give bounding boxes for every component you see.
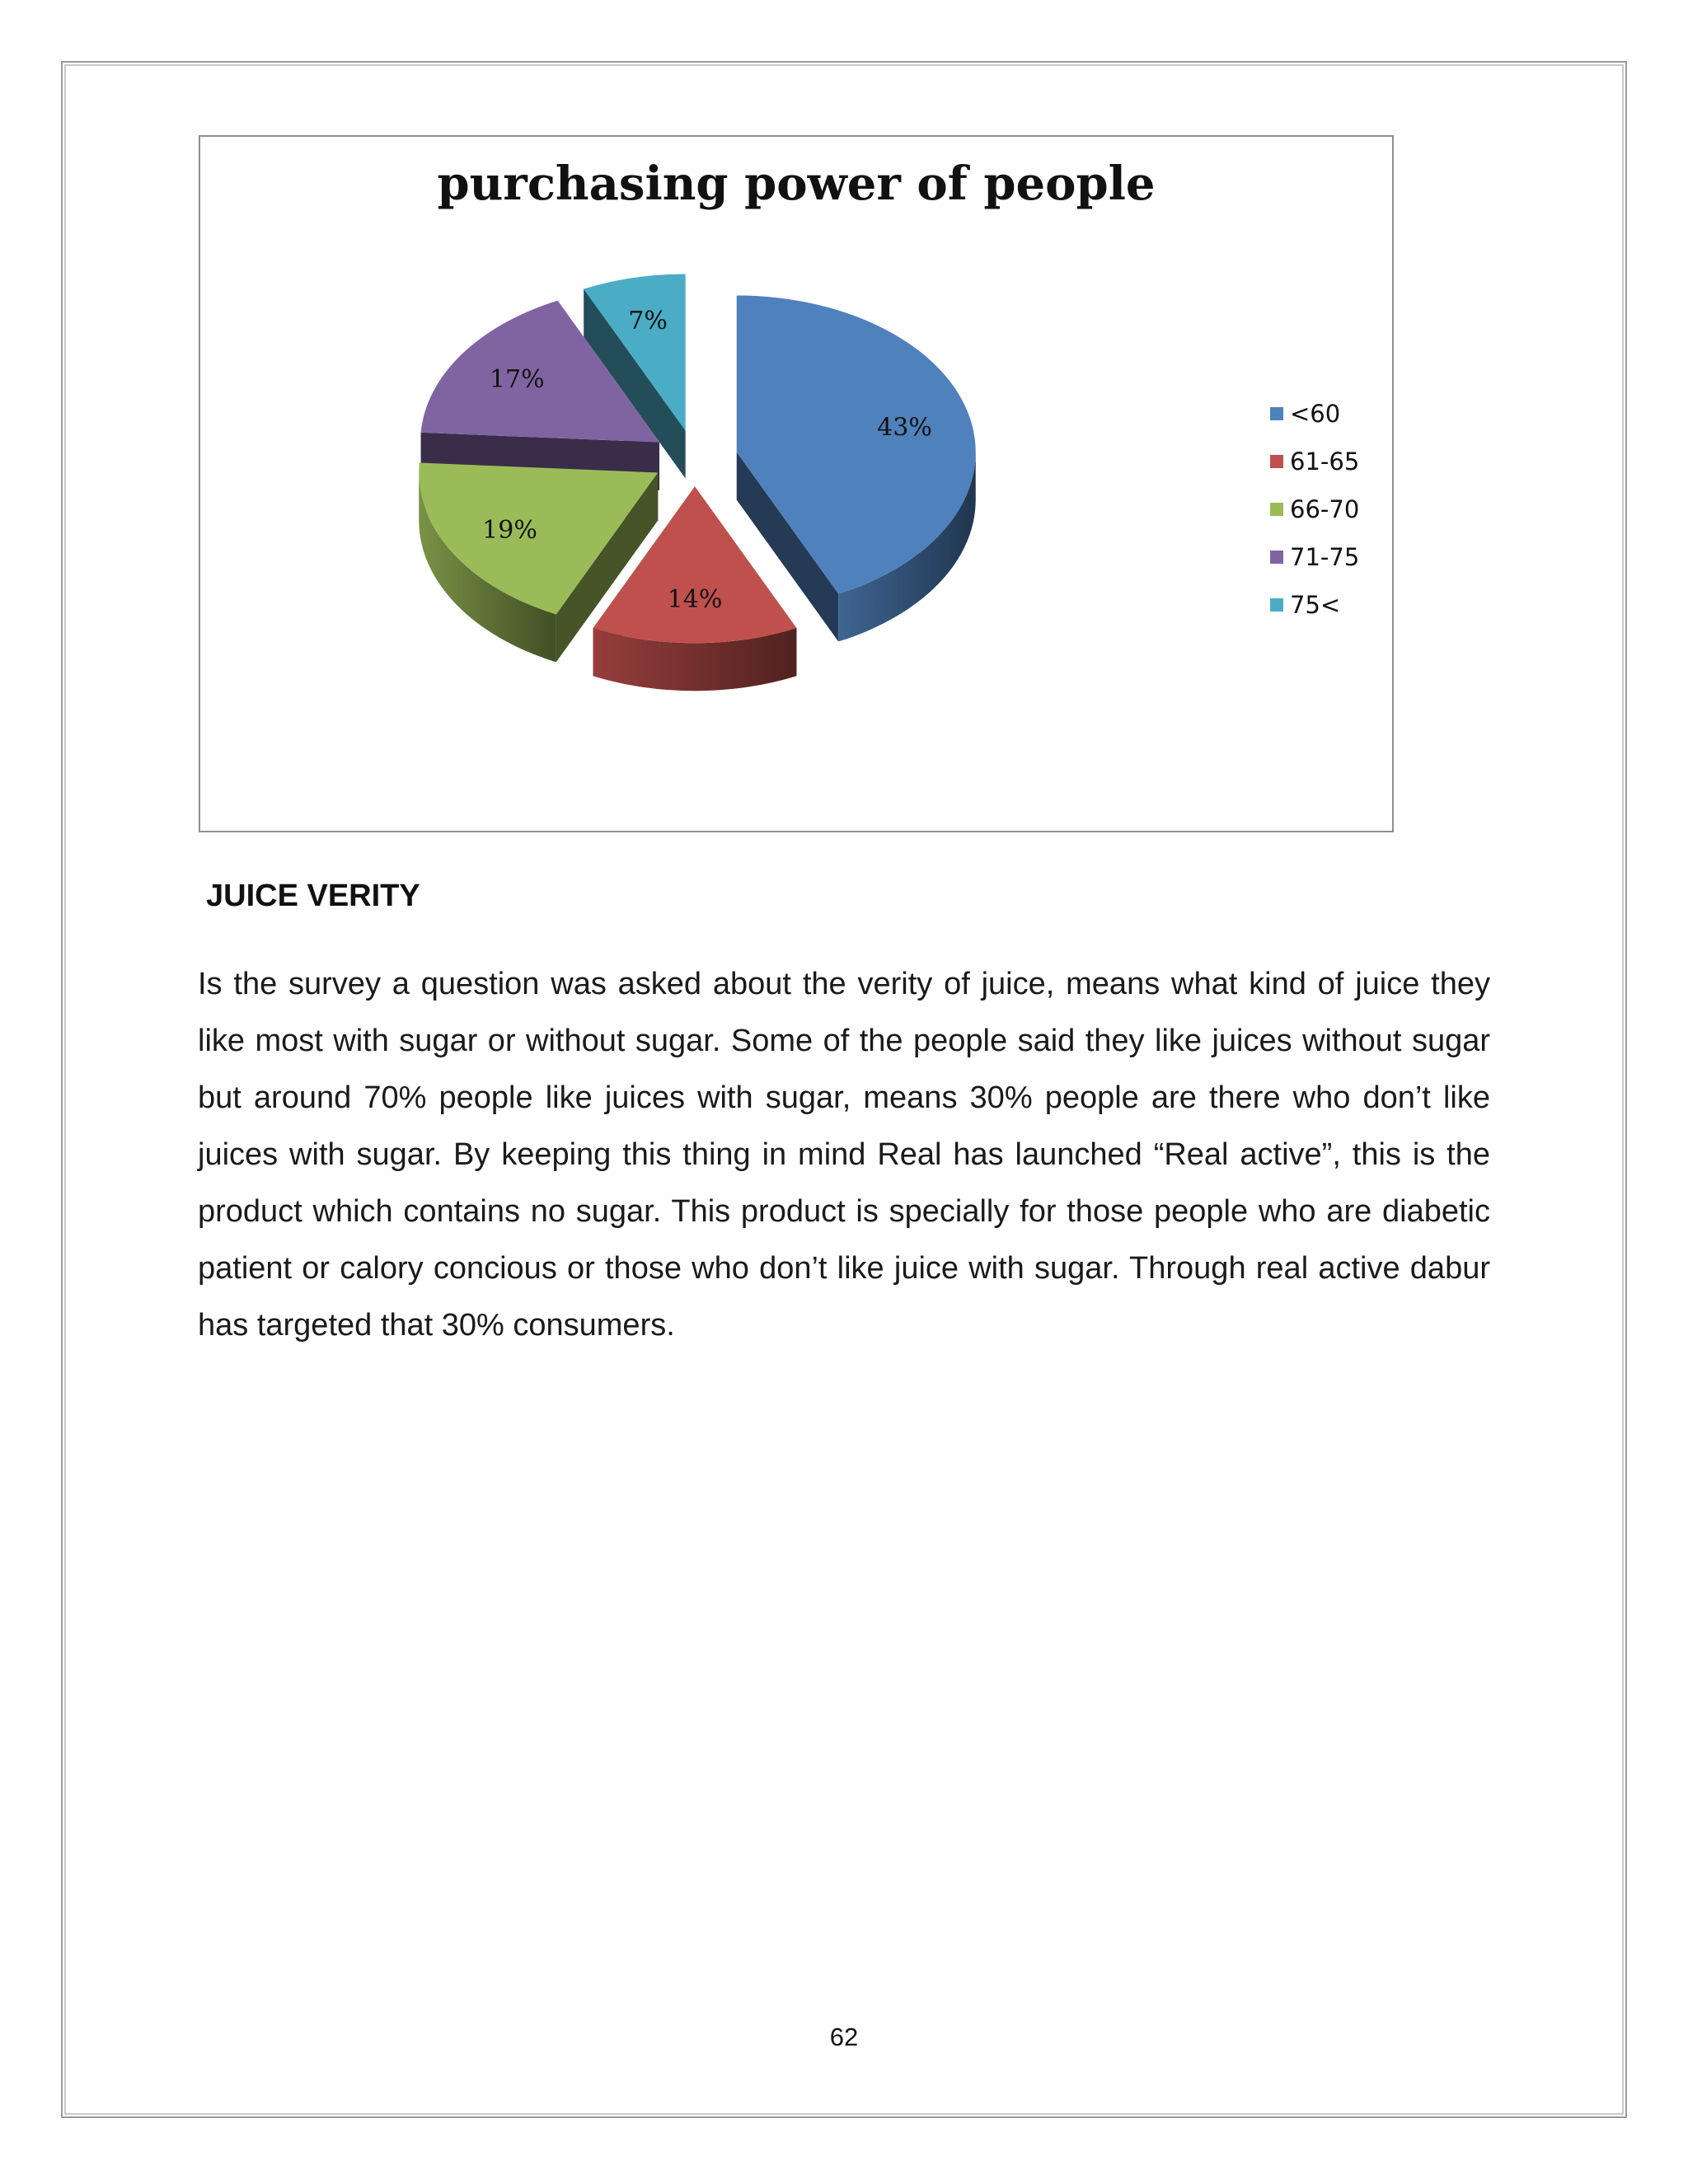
legend-swatch-4 — [1270, 598, 1283, 612]
legend-label-1: 61-65 — [1290, 448, 1360, 476]
legend-label-0: <60 — [1290, 400, 1341, 428]
legend-swatch-1 — [1270, 455, 1283, 468]
page-number: 62 — [829, 2022, 859, 2051]
legend-swatch-0 — [1270, 407, 1283, 420]
legend-label-2: 66-70 — [1290, 495, 1360, 523]
slice-label-x60: 43% — [877, 413, 932, 443]
legend-label-4: 75< — [1290, 591, 1341, 619]
legend-swatch-2 — [1270, 503, 1283, 516]
section-heading: JUICE VERITY — [206, 879, 420, 913]
slice-label-66x70: 19% — [482, 516, 537, 546]
slice-label-71x75: 17% — [489, 364, 545, 394]
legend-label-3: 71-75 — [1290, 543, 1360, 571]
legend-swatch-3 — [1270, 551, 1283, 564]
slice-label-75x: 7% — [628, 307, 668, 336]
pie-chart — [200, 137, 1392, 831]
chart-title: purchasing power of people — [437, 157, 1156, 211]
pie-chart-frame — [199, 135, 1394, 832]
slice-label-61x65: 14% — [667, 585, 723, 615]
section-paragraph: Is the survey a question was asked about the verity of juice, means what kind of juice they like most with sugar or without sugar. Some of the people said they like juices without sugar but around 70% people like juices with sugar, means 30% people are there who don’t like juices with sugar. By keeping this thing in mind Real has launched “Real active”, this is the product which contains no sugar. This product is specially for those people who are diabetic patient or calory concious or those who don’t like juice with sugar. Through real active dabur has targeted that 30% consumers. — [198, 967, 1490, 1343]
